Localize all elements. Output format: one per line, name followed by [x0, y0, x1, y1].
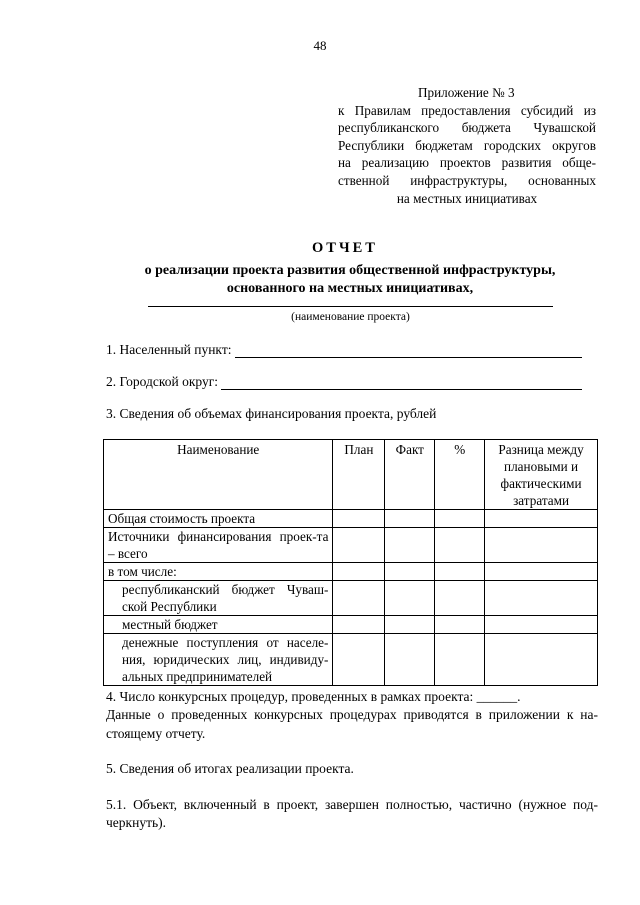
- section-4: [106, 688, 598, 743]
- subtitle-line: о реализации проекта развития общественной инфраструктуры,: [144, 263, 556, 278]
- cell-difference[interactable]: [485, 581, 598, 616]
- cell-plan[interactable]: [333, 581, 385, 616]
- section-4-line: 4. Число конкурсных процедур, проведенных в рамках проекта: ______.: [106, 689, 521, 704]
- header-plan: План: [333, 440, 385, 510]
- section-5-1: [106, 796, 598, 833]
- header-name: Наименование: [104, 440, 333, 510]
- page-number: 48: [313, 38, 327, 53]
- district-field: [106, 374, 582, 390]
- appendix-number: Приложение № 3: [418, 85, 515, 100]
- financing-table: [103, 439, 598, 686]
- report-title: ОТЧЕТ: [312, 240, 378, 256]
- section-5-1-line: черкнуть).: [106, 815, 166, 831]
- cell-percent[interactable]: [435, 634, 485, 686]
- cell-fact[interactable]: [385, 563, 435, 581]
- cell-plan[interactable]: [333, 528, 385, 563]
- row-label: денежные поступления от населе-ния, юридических лиц, индивиду-альных предпринимателей: [104, 634, 333, 686]
- cell-difference[interactable]: [485, 616, 598, 634]
- section-3-heading: 3. Сведения об объемах финансирования проекта, рублей: [106, 406, 437, 421]
- table-row: [104, 634, 598, 686]
- cell-difference[interactable]: [485, 528, 598, 563]
- appendix-line: к Правилам предоставления субсидий из: [338, 102, 596, 118]
- cell-percent[interactable]: [435, 563, 485, 581]
- district-input-line[interactable]: [221, 377, 582, 390]
- cell-fact[interactable]: [385, 510, 435, 528]
- locality-input-line[interactable]: [235, 345, 582, 358]
- cell-percent[interactable]: [435, 581, 485, 616]
- cell-plan[interactable]: [333, 616, 385, 634]
- cell-fact[interactable]: [385, 528, 435, 563]
- section-4-line: Данные о проведенных конкурсных процедурах приводятся в приложении к на-: [106, 707, 598, 723]
- table-header-row: [104, 440, 598, 510]
- report-subtitle: [80, 262, 620, 298]
- cell-fact[interactable]: [385, 581, 435, 616]
- row-label: республиканский бюджет Чуваш-ской Республики: [104, 581, 333, 616]
- section-4-line: стоящему отчету.: [106, 725, 206, 741]
- cell-difference[interactable]: [485, 510, 598, 528]
- cell-fact[interactable]: [385, 634, 435, 686]
- section-5-heading: 5. Сведения об итогах реализации проекта.: [106, 761, 354, 776]
- table-row: [104, 510, 598, 528]
- cell-difference[interactable]: [485, 563, 598, 581]
- locality-label: 1. Населенный пункт:: [106, 342, 232, 357]
- project-name-line[interactable]: [148, 306, 553, 307]
- table-row: [104, 528, 598, 563]
- table-row: [104, 581, 598, 616]
- cell-percent[interactable]: [435, 528, 485, 563]
- locality-field: [106, 342, 582, 358]
- cell-fact[interactable]: [385, 616, 435, 634]
- appendix-line: на местных инициативах: [396, 190, 538, 206]
- appendix-header: [338, 84, 596, 207]
- row-label: в том числе:: [104, 563, 333, 581]
- cell-percent[interactable]: [435, 510, 485, 528]
- row-label: Источники финансирования проек-та – всего: [104, 528, 333, 563]
- appendix-line: республиканского бюджета Чувашской: [338, 120, 596, 136]
- appendix-line: Республики бюджетам городских округов: [338, 137, 596, 153]
- section-5-1-line: 5.1. Объект, включенный в проект, завершен полностью, частично (нужное под-: [106, 797, 598, 812]
- cell-plan[interactable]: [333, 563, 385, 581]
- row-label: местный бюджет: [104, 616, 333, 634]
- table-row: [104, 616, 598, 634]
- appendix-line: ственной инфраструктуры, основанных: [338, 172, 596, 188]
- header-difference: Разница между плановыми и фактическими затратами: [485, 440, 598, 510]
- header-fact: Факт: [385, 440, 435, 510]
- appendix-line: на реализацию проектов развития обще-: [338, 155, 596, 171]
- table-row: [104, 563, 598, 581]
- district-label: 2. Городской округ:: [106, 374, 218, 389]
- cell-plan[interactable]: [333, 510, 385, 528]
- project-name-caption: (наименование проекта): [291, 311, 410, 323]
- header-percent: %: [435, 440, 485, 510]
- cell-percent[interactable]: [435, 616, 485, 634]
- cell-difference[interactable]: [485, 634, 598, 686]
- row-label: Общая стоимость проекта: [104, 510, 333, 528]
- subtitle-line: основанного на местных инициативах,: [226, 281, 474, 296]
- cell-plan[interactable]: [333, 634, 385, 686]
